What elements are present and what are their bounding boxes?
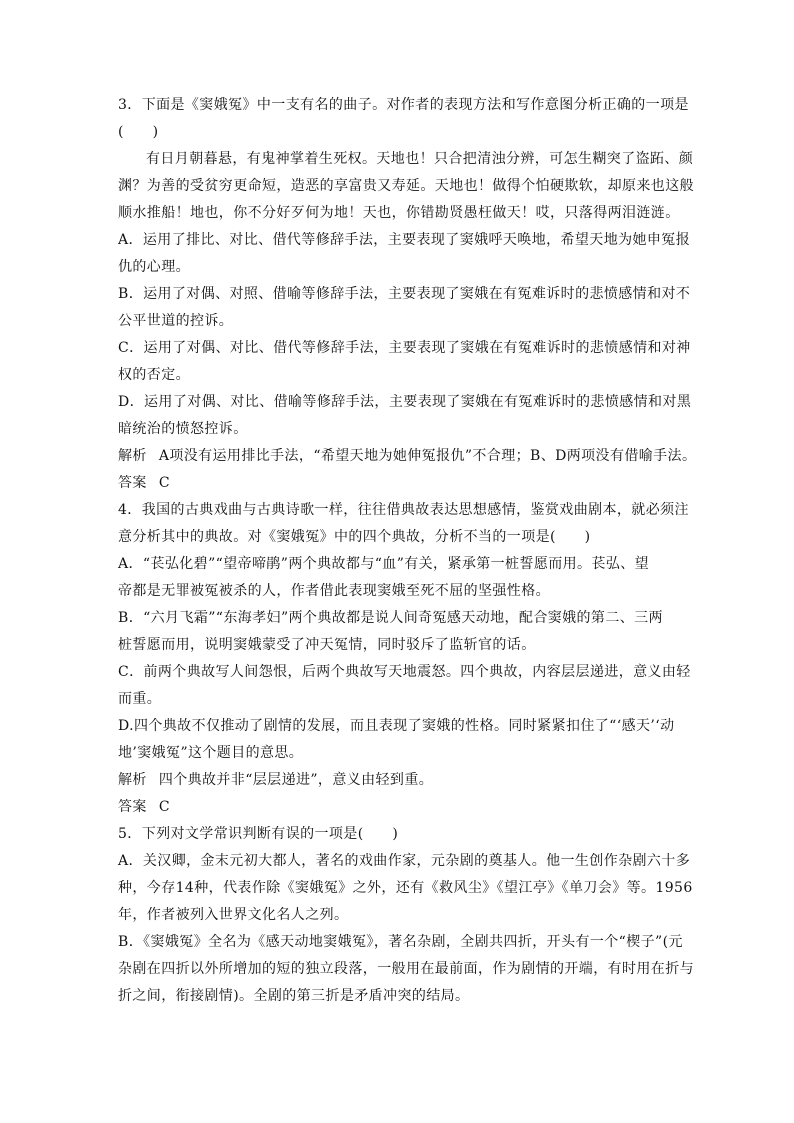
question-3-option-d-line-1: D．运用了对偶、对比、借喻等修辞手法，主要表现了窦娥在有冤难诉时的悲愤感情和对黑	[118, 394, 692, 410]
question-4-option-b-line-1: B．“六月飞霜”“东海孝妇”两个典故都是说人间奇冤感天动地，配合窦娥的第二、三两	[118, 610, 663, 626]
analysis-text: A项没有运用排比手法，“希望天地为她伸冤报仇”不合理；B、D两项没有借喻手法。	[158, 448, 697, 464]
question-5-stem: 5．下列对文学常识判断有误的一项是( )	[118, 826, 399, 842]
question-3-option-b-line-2: 公平世道的控诉。	[118, 313, 234, 329]
question-5-option-b-line-1: B．《窦娥冤》全名为《感天动地窦娥冤》，著名杂剧，全剧共四折，开头有一个“楔子”(元	[118, 934, 683, 950]
question-4-stem-line-2: 意分析其中的典故。对《窦娥冤》中的四个典故，分析不当的一项是( )	[118, 529, 591, 545]
question-3-option-c-line-2: 权的否定。	[118, 367, 190, 383]
question-4-option-d-line-1: D.四个典故不仅推动了剧情的发展，而且表现了窦娥的性格。同时紧紧扣住了“‘感天’‘动	[118, 718, 675, 734]
question-5-option-a-line-3: 年，作者被列入世界文化名人之列。	[118, 907, 349, 923]
analysis-text: 四个典故并非“层层递进”，意义由轻到重。	[158, 772, 434, 788]
answer-label: 答案	[118, 475, 147, 491]
question-4-option-d-line-2: 地’窦娥冤”这个题目的意思。	[118, 745, 304, 761]
question-5-option-b-line-3: 折之间，衔接剧情)。全剧的第三折是矛盾冲突的结局。	[118, 988, 470, 1004]
question-5-option-a-line-2: 种，今存14种，代表作除《窦娥冤》之外，还有《救风尘》《望江亭》《单刀会》等。1956	[118, 880, 693, 896]
answer-label: 答案	[118, 799, 147, 815]
question-4-option-a-line-2: 帝都是无罪被冤被杀的人，作者借此表现窦娥至死不屈的坚强性格。	[118, 583, 550, 599]
question-3-analysis	[118, 443, 697, 470]
answer-text: C	[158, 799, 170, 815]
question-4-option-c-line-2: 而重。	[118, 691, 162, 707]
question-3-option-c-line-1: C．运用了对偶、对比、借代等修辞手法，主要表现了窦娥在有冤难诉时的悲愤感情和对神	[118, 340, 691, 356]
question-4-analysis	[118, 767, 678, 794]
question-5-option-a-line-1: A．关汉卿，金末元初大都人，著名的戏曲作家，元杂剧的奠基人。他一生创作杂剧六十多	[118, 853, 691, 869]
question-4-option-a-line-1: A．“苌弘化碧”“望帝啼鹃”两个典故都与“血”有关，紧承第一桩誓愿而用。苌弘、望	[118, 556, 650, 572]
question-5-option-b-line-2: 杂剧在四折以外所增加的短的独立段落，一般用在最前面，作为剧情的开端，有时用在折与	[118, 961, 694, 977]
question-4-answer	[118, 794, 678, 821]
question-3-answer	[118, 470, 678, 497]
question-3-option-a-line-2: 仇的心理。	[118, 259, 190, 275]
quoted-song-line-2: 渊？为善的受贫穷更命短，造恶的享富贵又寿延。天地也！做得个怕硬欺软，却原来也这般	[118, 178, 694, 194]
quoted-song-line-3: 顺水推船！地也，你不分好歹何为地！天也，你错勘贤愚枉做天！哎，只落得两泪涟涟。	[118, 205, 680, 221]
question-3-stem-line-2: ( )	[118, 124, 159, 140]
question-3-option-b-line-1: B．运用了对偶、对照、借喻等修辞手法，主要表现了窦娥在有冤难诉时的悲愤感情和对不	[118, 286, 691, 302]
answer-text: C	[158, 475, 170, 491]
question-3-option-a-line-1: A．运用了排比、对比、借代等修辞手法，主要表现了窦娥呼天唤地，希望天地为她申冤报	[118, 232, 691, 248]
question-4-option-c-line-1: C．前两个典故写人间怨恨，后两个典故写天地震怒。四个典故，内容层层递进，意义由轻	[118, 664, 691, 680]
exam-content	[118, 92, 697, 1010]
analysis-label: 解析	[118, 772, 147, 788]
question-3-option-d-line-2: 暗统治的愤怒控诉。	[118, 421, 248, 437]
question-3-stem-line-1: 3．下面是《窦娥冤》中一支有名的曲子。对作者的表现方法和写作意图分析正确的一项是	[118, 97, 689, 113]
question-4-stem-line-1: 4．我国的古典戏曲与古典诗歌一样，往往借典故表达思想感情，鉴赏戏曲剧本，就必须注	[118, 502, 689, 518]
quoted-song-line-1: 有日月朝暮悬，有鬼神掌着生死权。天地也！只合把清浊分辨，可怎生糊突了盗跖、颜	[146, 151, 694, 167]
analysis-label: 解析	[118, 448, 147, 464]
question-4-option-b-line-2: 桩誓愿而用，说明窦娥蒙受了冲天冤情，同时驳斥了监斩官的话。	[118, 637, 536, 653]
